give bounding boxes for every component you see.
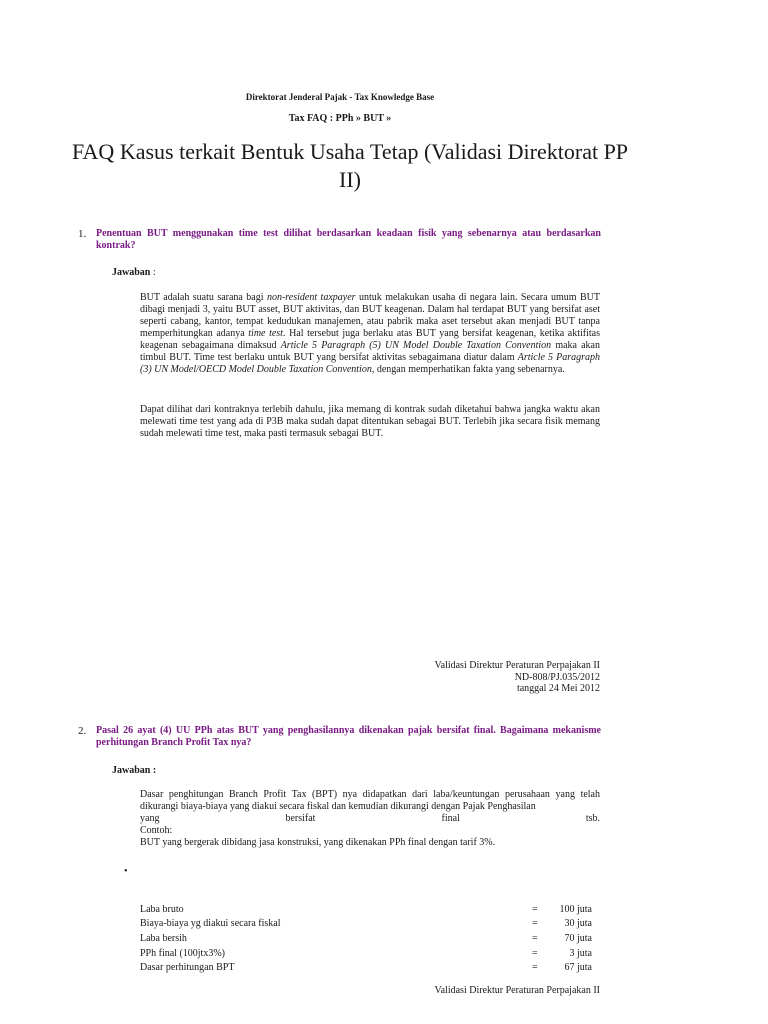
row-label: Laba bruto xyxy=(140,903,184,915)
row-amount: 70 juta xyxy=(564,932,592,944)
signature-line: Validasi Direktur Peraturan Perpajakan II xyxy=(434,660,600,671)
text-run: untuk melakukan usaha di negara lain. Secara umum BUT dibagi menjadi 3, yaitu BUT asset, BUT aktivitas, dan BUT keagenan. Dalam hal terdapat BUT yang bersifat aset seperti cabang, kantor, tempat kedudukan manajemen, atau pabrik maka aset tersebut akan menjadi BUT tanpa memperhitungkan adanya xyxy=(140,292,601,339)
text-run: maka akan timbul BUT. Time test berlaku untuk BUT yang bersifat aktivitas sebagaimana diatur dalam xyxy=(140,340,600,363)
text-run: bersifat xyxy=(285,813,316,824)
signature-line: tanggal 24 Mei 2012 xyxy=(516,683,600,694)
bullet-point: • xyxy=(124,866,128,877)
text-run-italic: Article 5 Paragraph (3) UN Model/OECD Model Double Taxation Convention xyxy=(140,352,600,375)
faq2-answer-paragraph-1 xyxy=(140,789,600,849)
row-label: Biaya-biaya yg diakui secara fiskal xyxy=(140,918,281,930)
text-run: BUT adalah suatu sarana bagi xyxy=(140,292,267,303)
row-equals: = xyxy=(532,932,538,944)
faq2-signature xyxy=(380,985,600,997)
faq2-answer-label: Jawaban : xyxy=(112,765,157,776)
row-equals: = xyxy=(532,947,538,959)
text-run-italic: non-resident taxpayer xyxy=(266,292,356,303)
signature-line: ND-808/PJ.035/2012 xyxy=(514,671,600,683)
calculation-row xyxy=(140,946,592,961)
example-text: BUT yang bergerak dibidang jasa konstruksi, yang dikenakan PPh final dengan tarif 3%. xyxy=(140,837,496,848)
row-equals: = xyxy=(532,962,538,974)
text-run: , dengan memperhatikan fakta yang sebenarnya. xyxy=(371,364,565,375)
justified-line xyxy=(140,813,600,825)
faq1-answer-colon: : xyxy=(150,267,156,278)
faq1-answer-label-text: Jawaban xyxy=(112,267,151,278)
text-run: tsb. xyxy=(585,813,600,824)
calculation-row xyxy=(140,960,592,975)
example-heading: Contoh: xyxy=(140,825,173,836)
row-label: PPh final (100jtx3%) xyxy=(140,947,225,959)
calculation-row xyxy=(140,931,592,946)
faq1-answer-label xyxy=(112,267,156,278)
text-run: . Hal tersebut juga berlaku atas BUT yang bersifat keagenan, ketika aktifitas keagenan sebagaimana dimaksud xyxy=(140,328,600,351)
calculation-table xyxy=(140,902,592,975)
row-label: Laba bersih xyxy=(140,932,187,944)
faq1-question-text: Penentuan BUT menggunakan time test dilihat berdasarkan keadaan fisik yang sebenarnya atau berdasarkan kontrak? xyxy=(96,228,601,251)
row-label: Dasar perhitungan BPT xyxy=(140,962,235,974)
text-run: final xyxy=(441,813,460,824)
row-amount: 30 juta xyxy=(564,918,592,930)
calculation-row xyxy=(140,902,592,917)
faq1-number: 1. xyxy=(78,228,87,240)
text-run: yang xyxy=(140,813,160,824)
text-run-italic: time test xyxy=(248,328,283,339)
breadcrumb: Tax FAQ : PPh » BUT » xyxy=(288,113,392,124)
faq2-question-text: Pasal 26 ayat (4) UU PPh atas BUT yang penghasilannya dikenakan pajak bersifat final. Bagaimana mekanisme perhitungan Branch Profit Tax nya? xyxy=(96,725,601,748)
faq2-question xyxy=(78,725,601,749)
faq2-number: 2. xyxy=(78,725,87,737)
signature-line: Validasi Direktur Peraturan Perpajakan II xyxy=(434,985,600,996)
row-equals: = xyxy=(532,918,538,930)
faq1-answer-paragraph-2: Dapat dilihat dari kontraknya terlebih dahulu, jika memang di kontrak sudah diketahui bahwa jangka waktu akan melewati time test yang ada di P3B maka sudah dapat ditentukan sebagai BUT. Terlebih jika secara fisik memang sudah melewati time test, maka pasti termasuk sebagai BUT. xyxy=(140,404,600,439)
faq1-answer-paragraph-1 xyxy=(140,292,600,376)
page-title: FAQ Kasus terkait Bentuk Usaha Tetap (Validasi Direktorat PP II) xyxy=(71,139,629,192)
row-amount: 3 juta xyxy=(569,947,592,959)
text-run: Dasar penghitungan Branch Profit Tax (BPT) nya didapatkan dari laba/keuntungan perusahaan yang telah dikurangi biaya-biaya yang diakui secara fiskal dan kemudian dikurangi dengan Pajak Penghasilan xyxy=(140,789,600,812)
text-run-italic: Article 5 Paragraph (5) UN Model Double Taxation Convention xyxy=(280,340,552,351)
row-amount: 100 juta xyxy=(559,903,592,915)
row-amount: 67 juta xyxy=(564,962,592,974)
calculation-row xyxy=(140,917,592,932)
source-header: Direktorat Jenderal Pajak - Tax Knowledge Base xyxy=(245,92,435,102)
faq1-signature xyxy=(380,660,600,695)
row-equals: = xyxy=(532,903,538,915)
faq1-question xyxy=(78,228,601,252)
